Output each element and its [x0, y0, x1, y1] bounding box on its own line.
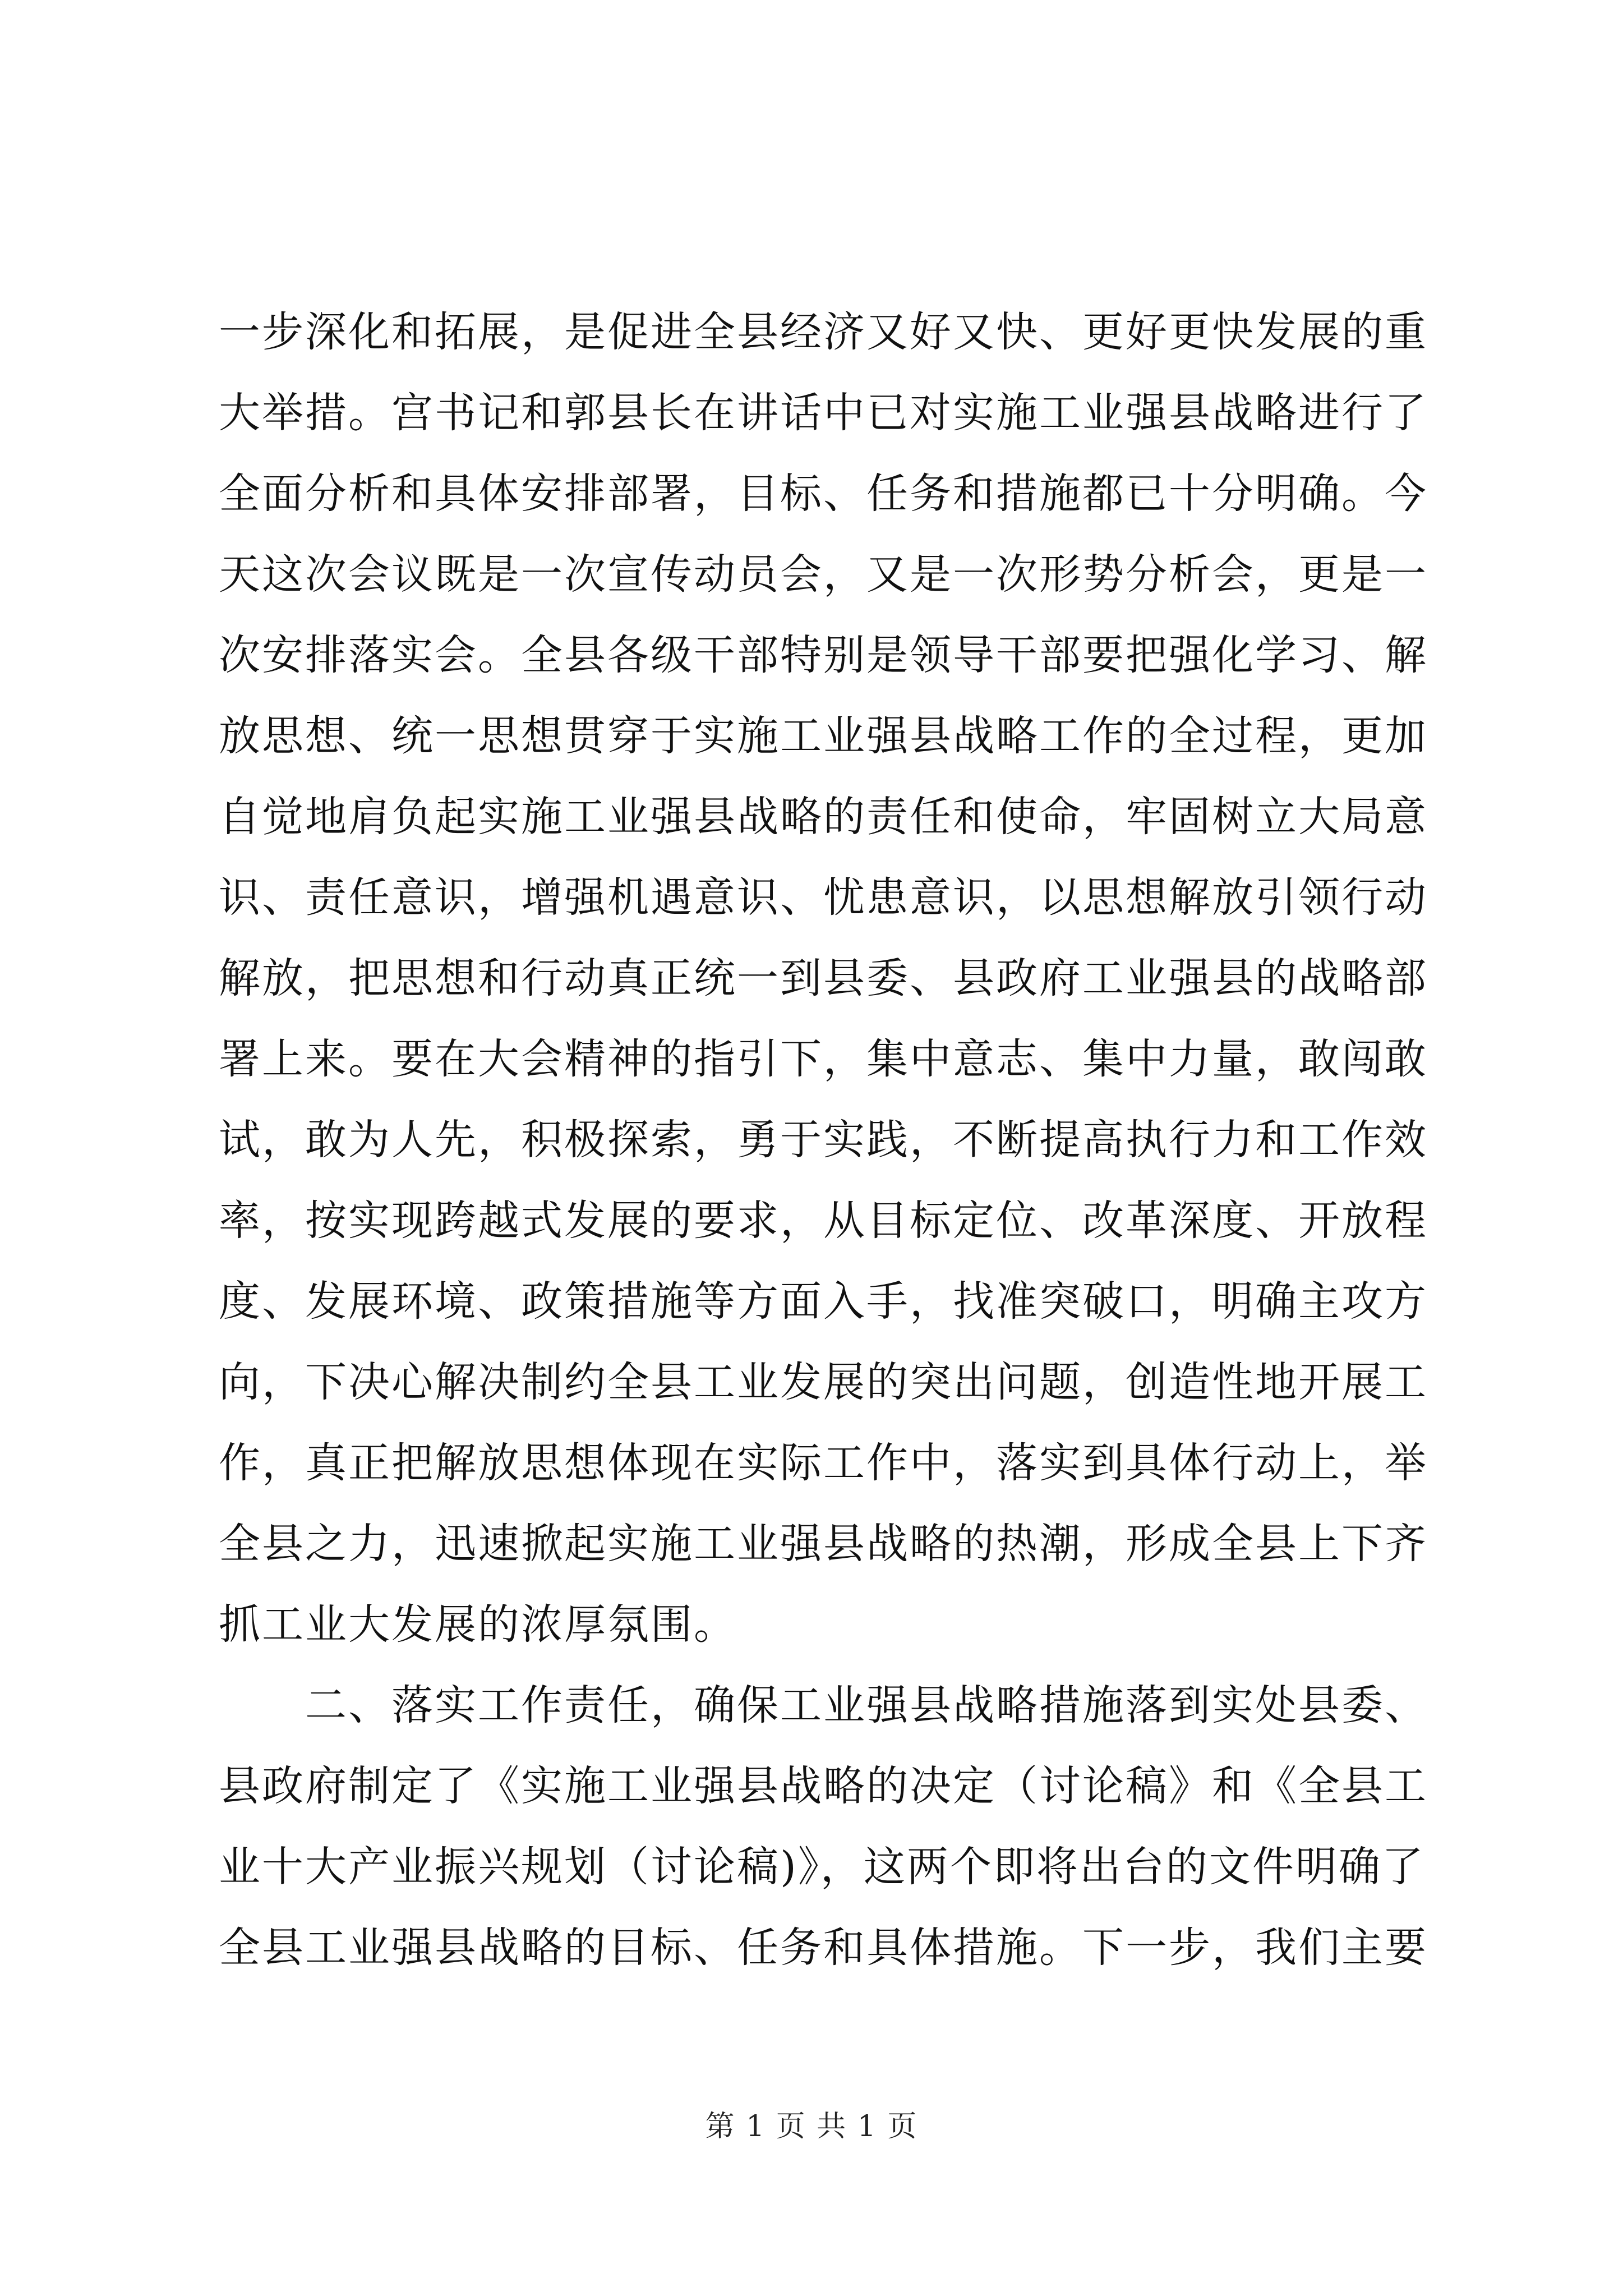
text-line: 全面分析和具体安排部署，目标、任务和措施都已十分明确。今 [219, 470, 1428, 518]
text-line: 一步深化和拓展，是促进全县经济又好又快、更好更快发展的重 [219, 308, 1428, 356]
text-line: 作，真正把解放思想体现在实际工作中，落实到具体行动上，举 [219, 1439, 1428, 1487]
text-line: 业十大产业振兴规划（讨论稿)》，这两个即将出台的文件明确了 [219, 1843, 1425, 1891]
text-line: 放思想、统一思想贯穿于实施工业强县战略工作的全过程，更加 [219, 712, 1428, 760]
text-line: 县政府制定了《实施工业强县战略的决定（讨论稿》和《全县工 [219, 1762, 1428, 1810]
text-line: 抓工业大发展的浓厚氛围。 [219, 1600, 737, 1649]
text-line: 度、发展环境、政策措施等方面入手，找准突破口，明确主攻方 [219, 1277, 1428, 1326]
text-line: 全县之力，迅速掀起实施工业强县战略的热潮，形成全县上下齐 [219, 1520, 1428, 1568]
text-line: 解放，把思想和行动真正统一到县委、县政府工业强县的战略部 [219, 954, 1428, 1002]
document-body [219, 292, 1428, 1988]
text-line: 署上来。要在大会精神的指引下，集中意志、集中力量，敢闯敢 [219, 1035, 1428, 1083]
text-line: 率，按实现跨越式发展的要求，从目标定位、改革深度、开放程 [219, 1197, 1428, 1245]
page-footer: 第 1 页 共 1 页 [705, 2110, 918, 2143]
text-line: 试，敢为人先，积极探索，勇于实践，不断提高执行力和工作效 [219, 1116, 1428, 1164]
text-line: 次安排落实会。全县各级干部特别是领导干部要把强化学习、解 [219, 631, 1428, 679]
text-line: 自觉地肩负起实施工业强县战略的责任和使命，牢固树立大局意 [219, 793, 1428, 841]
section-heading-line: 二、落实工作责任，确保工业强县战略措施落到实处县委、 [305, 1681, 1428, 1729]
text-line: 向，下决心解决制约全县工业发展的突出问题，创造性地开展工 [219, 1358, 1428, 1406]
text-line: 大举措。宫书记和郭县长在讲话中已对实施工业强县战略进行了 [219, 389, 1428, 437]
text-line: 全县工业强县战略的目标、任务和具体措施。下一步，我们主要 [219, 1924, 1428, 1972]
text-line: 天这次会议既是一次宣传动员会，又是一次形势分析会，更是一 [219, 550, 1428, 599]
text-line: 识、责任意识，增强机遇意识、忧患意识，以思想解放引领行动 [219, 873, 1428, 922]
